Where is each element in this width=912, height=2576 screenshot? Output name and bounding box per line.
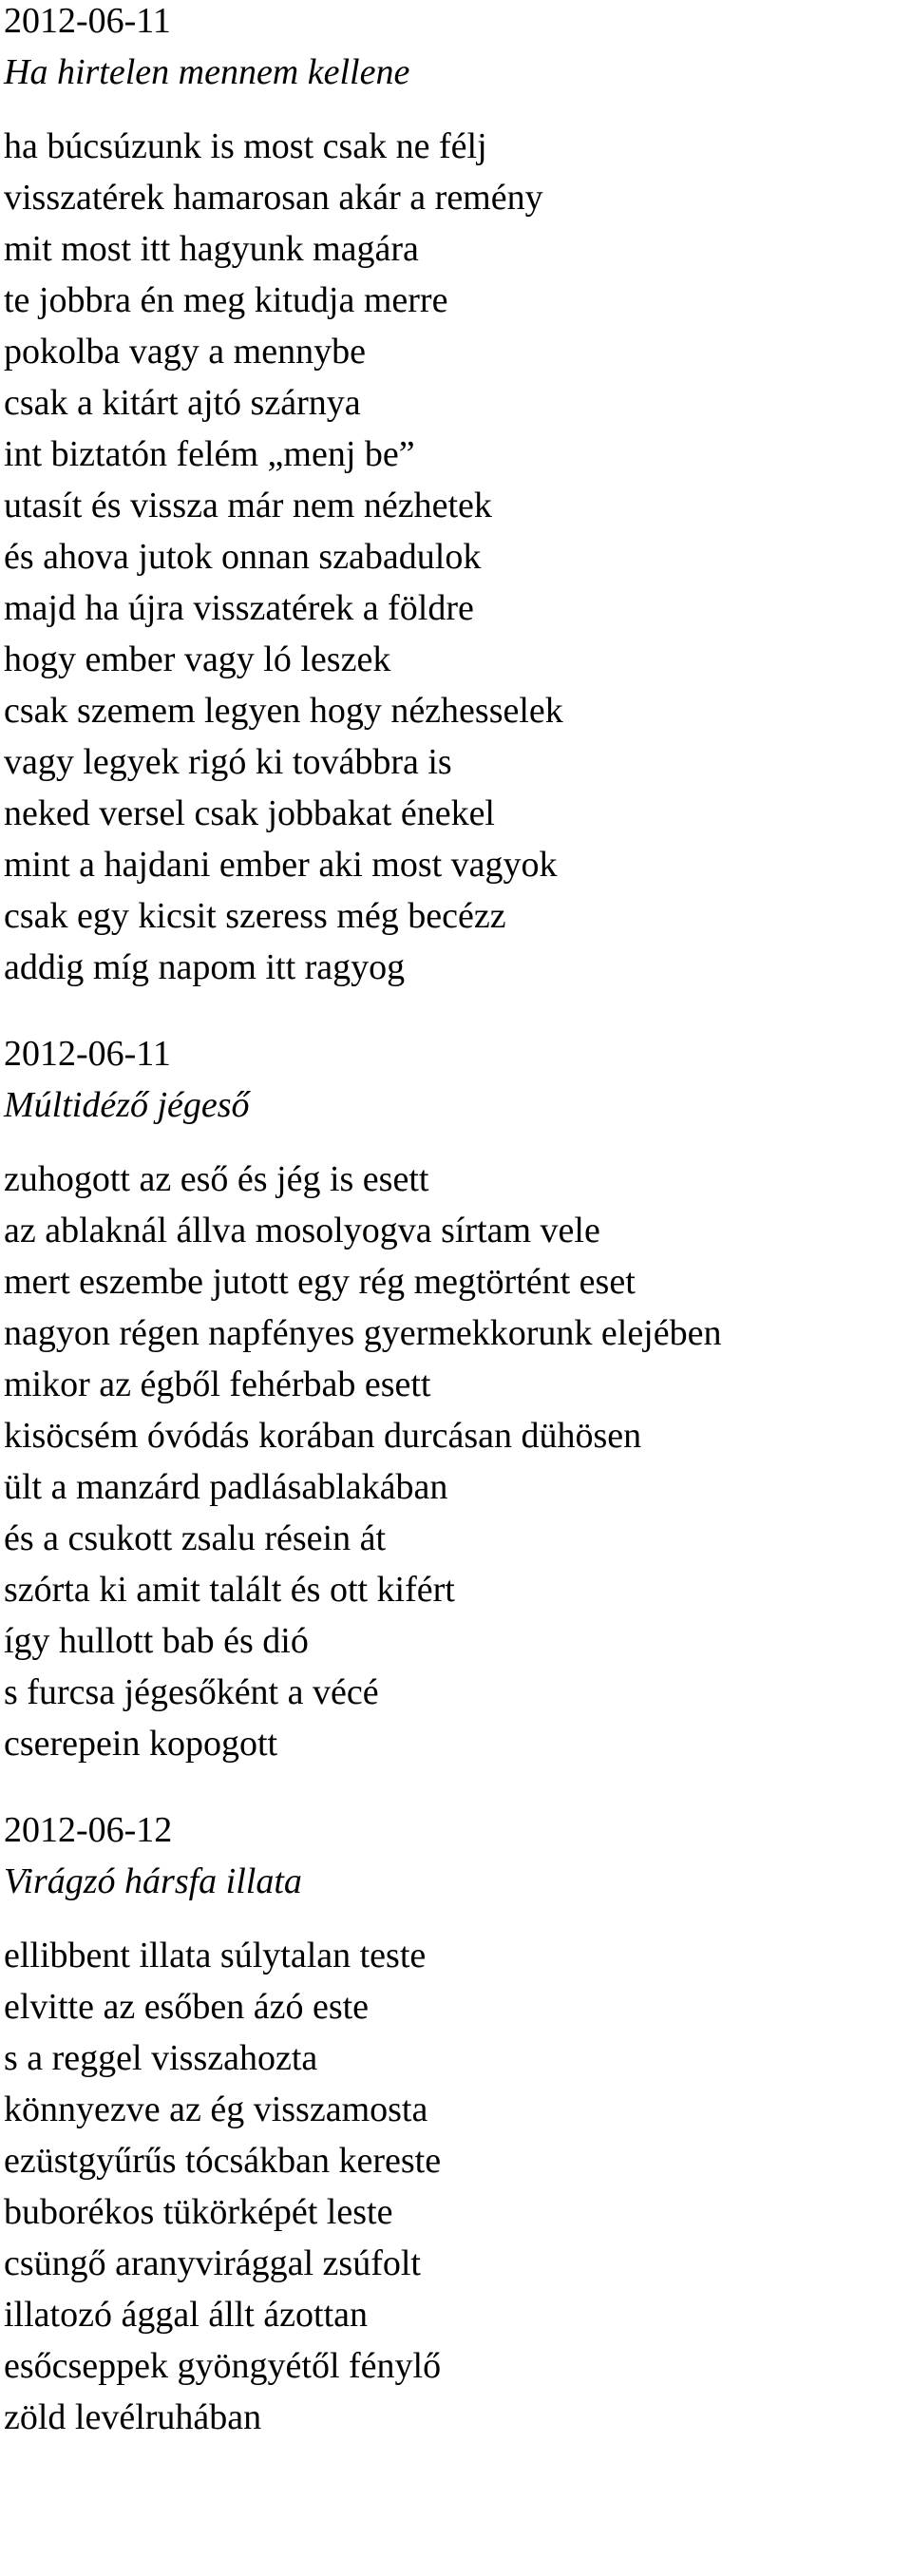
poem-line: és a csukott zsalu résein át xyxy=(4,1518,387,1558)
poem-line: te jobbra én meg kitudja merre xyxy=(4,280,448,320)
poem-line: könnyezve az ég visszamosta xyxy=(4,2089,428,2129)
poem-line: illatozó ággal állt ázottan xyxy=(4,2295,369,2335)
poem-title: Ha hirtelen mennem kellene xyxy=(4,52,410,92)
poem-date: 2012-06-11 xyxy=(4,1,171,41)
poem-line: mikor az égből fehérbab esett xyxy=(4,1364,431,1404)
poem-line: int biztatón felém „menj be” xyxy=(4,434,415,474)
poem-title: Múltidéző jégeső xyxy=(4,1085,250,1125)
poem-line: cserepein kopogott xyxy=(4,1724,278,1764)
poem-line: szórta ki amit talált és ott kifért xyxy=(4,1570,455,1610)
poem-line: csak egy kicsit szeress még becézz xyxy=(4,896,506,936)
poem-line: zöld levélruhában xyxy=(4,2397,262,2437)
poem-line: zuhogott az eső és jég is esett xyxy=(4,1159,429,1199)
poem-line: vagy legyek rigó ki továbbra is xyxy=(4,742,452,782)
poem-line: utasít és vissza már nem nézhetek xyxy=(4,486,492,525)
poem-line: nagyon régen napfényes gyermekkorunk elejében xyxy=(4,1313,722,1353)
poem-line: neked versel csak jobbakat énekel xyxy=(4,793,495,833)
poem-title: Virágzó hársfa illata xyxy=(4,1861,302,1901)
poem-date: 2012-06-12 xyxy=(4,1810,173,1850)
poem-line: addig míg napom itt ragyog xyxy=(4,947,406,987)
poem-line: ezüstgyűrűs tócsákban kereste xyxy=(4,2141,442,2181)
poem-line: ha búcsúzunk is most csak ne félj xyxy=(4,126,487,166)
poem-line: csüngő aranyvirággal zsúfolt xyxy=(4,2243,421,2283)
poem-line: az ablaknál állva mosolyogva sírtam vele xyxy=(4,1211,600,1250)
poem-line: pokolba vagy a mennybe xyxy=(4,332,366,372)
poem-line: s furcsa jégesőként a vécé xyxy=(4,1672,379,1712)
poem-line: ellibbent illata súlytalan teste xyxy=(4,1936,427,1975)
poem-line: kisöcsém óvódás korában durcásan dühösen xyxy=(4,1416,642,1456)
poem-line: buborékos tükörképét leste xyxy=(4,2192,393,2232)
poem-line: mint a hajdani ember aki most vagyok xyxy=(4,845,558,885)
poem-line: így hullott bab és dió xyxy=(4,1621,309,1661)
poem-line: csak szemem legyen hogy nézhesselek xyxy=(4,691,563,731)
poem-line: elvitte az esőben ázó este xyxy=(4,1987,370,2027)
poem-date: 2012-06-11 xyxy=(4,1034,171,1074)
poem-line: hogy ember vagy ló leszek xyxy=(4,639,391,679)
poem-line: ült a manzárd padlásablakában xyxy=(4,1467,448,1507)
poem-line: csak a kitárt ajtó szárnya xyxy=(4,383,361,423)
poem-line: visszatérek hamarosan akár a remény xyxy=(4,178,543,218)
poem-line: mit most itt hagyunk magára xyxy=(4,229,419,269)
poem-line: és ahova jutok onnan szabadulok xyxy=(4,537,482,577)
poem-line: s a reggel visszahozta xyxy=(4,2038,318,2078)
poem-line: majd ha újra visszatérek a földre xyxy=(4,588,474,628)
poem-line: esőcseppek gyöngyétől fénylő xyxy=(4,2346,442,2386)
poem-line: mert eszembe jutott egy rég megtörtént eset xyxy=(4,1262,636,1302)
